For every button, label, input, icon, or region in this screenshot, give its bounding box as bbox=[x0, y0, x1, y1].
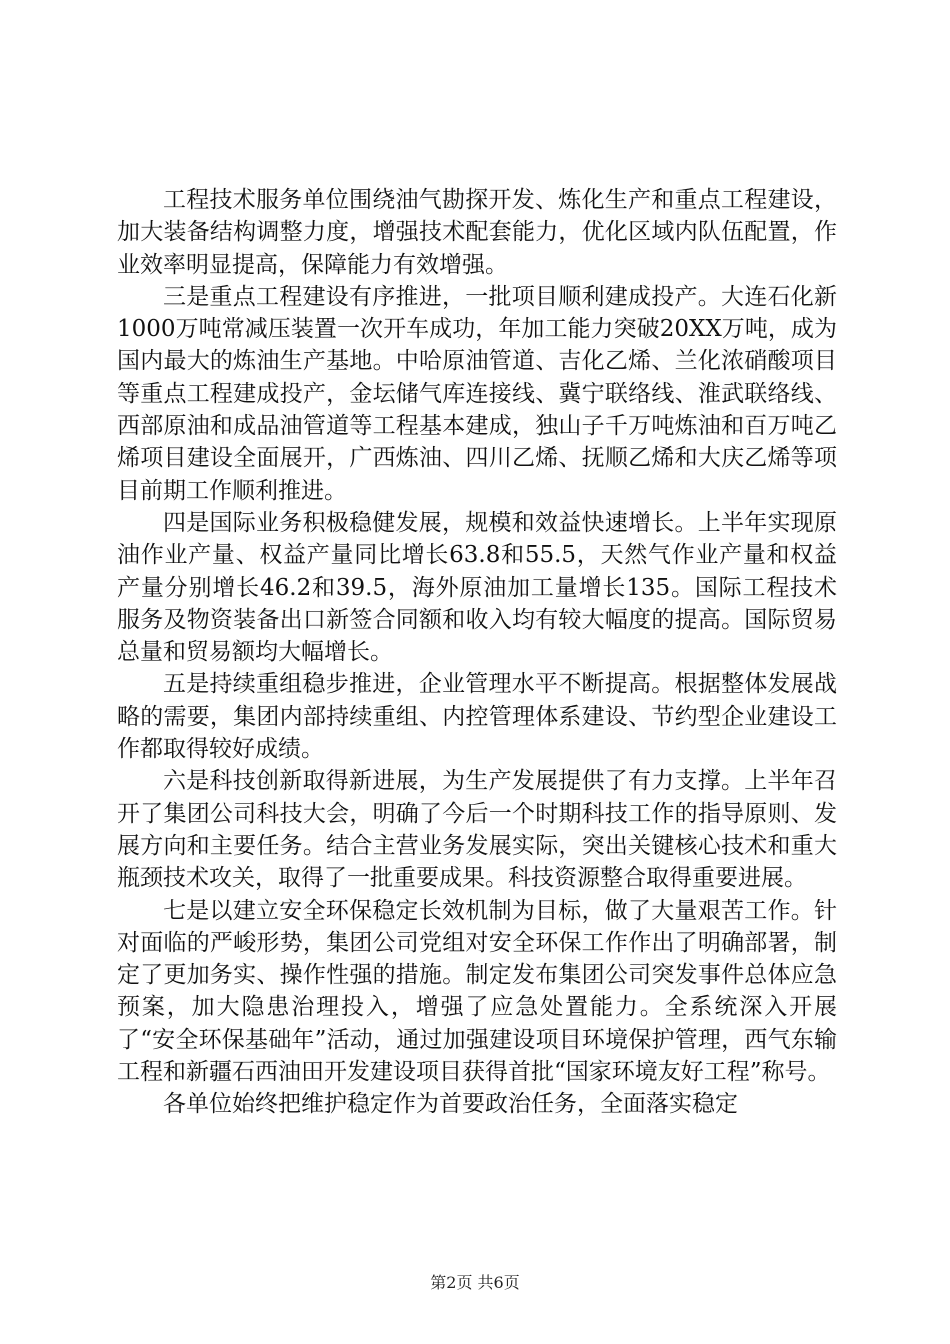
paragraph-7: 各单位始终把维护稳定作为首要政治任务，全面落实稳定 bbox=[163, 1091, 738, 1118]
paragraph-5: 六是科技创新取得新进展，为生产发展提供了有力支撑。上半年召开了集团公司科技大会，明确了今后一个时期科技工作的指导原则、发展方向和主要任务。结合主营业务发展实际，突出关键核心技术和重大瓶颈技术攻关，取得了一批重要成果。科技资源整合取得重要进展。 bbox=[117, 768, 837, 892]
document-body bbox=[117, 184, 837, 1121]
paragraph-6: 七是以建立安全环保稳定长效机制为目标，做了大量艰苦工作。针对面临的严峻形势，集团公司党组对安全环保工作作出了明确部署，制定了更加务实、操作性强的措施。制定发布集团公司突发事件总体应急预案，加大隐患治理投入，增强了应急处置能力。全系统深入开展了“安全环保基础年”活动，通过加强建设项目环境保护管理，西气东输工程和新疆石西油田开发建设项目获得首批“国家环境友好工程”称号。 bbox=[117, 897, 837, 1086]
page-number-footer: 第2页 共6页 bbox=[430, 1273, 520, 1292]
paragraph-2: 三是重点工程建设有序推进，一批项目顺利建成投产。大连石化新1000万吨常减压装置一次开车成功，年加工能力突破20XX万吨，成为国内最大的炼油生产基地。中哈原油管道、吉化乙烯、兰化浓硝酸项目等重点工程建成投产，金坛储气库连接线、冀宁联络线、淮武联络线、西部原油和成品油管道等工程基本建成，独山子千万吨炼油和百万吨乙烯项目建设全面展开，广西炼油、四川乙烯、抚顺乙烯和大庆乙烯等项目前期工作顺利推进。 bbox=[117, 283, 837, 504]
paragraph-1: 工程技术服务单位围绕油气勘探开发、炼化生产和重点工程建设，加大装备结构调整力度，增强技术配套能力，优化区域内队伍配置，作业效率明显提高，保障能力有效增强。 bbox=[117, 187, 837, 278]
paragraph-3: 四是国际业务积极稳健发展，规模和效益快速增长。上半年实现原油作业产量、权益产量同比增长63.8和55.5，天然气作业产量和权益产量分别增长46.2和39.5，海外原油加工量增长135。国际工程技术服务及物资装备出口新签合同额和收入均有较大幅度的提高。国际贸易总量和贸易额均大幅增长。 bbox=[117, 509, 837, 666]
paragraph-4: 五是持续重组稳步推进，企业管理水平不断提高。根据整体发展战略的需要，集团内部持续重组、内控管理体系建设、节约型企业建设工作都取得较好成绩。 bbox=[117, 671, 837, 763]
